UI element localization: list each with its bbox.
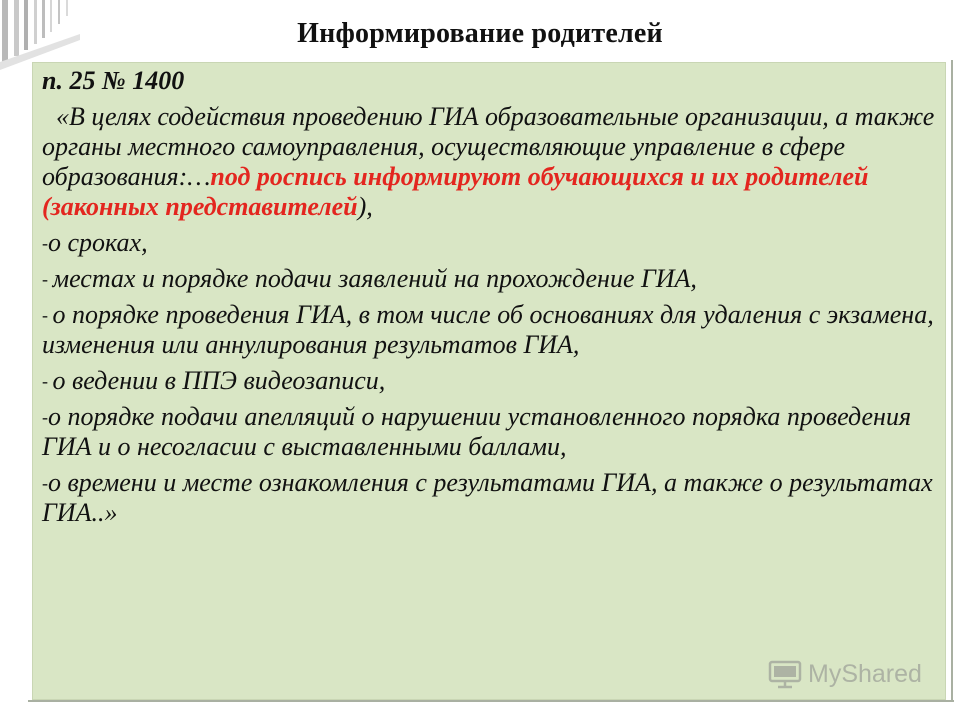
quote-intro: «В целях содействия проведению ГИА образовательные организации, а также органы местного самоуправления, осуществляющие управление в сфере образования:…	[42, 102, 935, 191]
law-reference: п. 25 № 1400	[42, 66, 185, 95]
list-item	[42, 402, 937, 462]
list-dash: -	[42, 233, 48, 253]
watermark-brand: MyShared	[808, 659, 922, 688]
list-item-text: о ведении в ППЭ видеозаписи,	[52, 366, 386, 395]
list-dash: -	[42, 407, 48, 427]
quote-paragraph	[42, 102, 937, 222]
list-item-text: о порядке подачи апелляций о нарушении установленного порядка проведения ГИА и о несогласии с выставленными баллами,	[42, 402, 912, 461]
list-dash: -	[42, 371, 53, 391]
slide-title: Информирование родителей	[297, 18, 663, 49]
watermark	[768, 656, 922, 692]
list-item-text: о порядке проведения ГИА, в том числе об основаниях для удаления с экзамена, изменения или аннулирования результатов ГИА,	[42, 300, 934, 359]
list-item-text: о сроках,	[48, 228, 148, 257]
right-rule	[951, 60, 953, 700]
list-dash: -	[42, 269, 53, 289]
list-item	[42, 366, 937, 396]
slide-body	[42, 66, 937, 534]
list-item	[42, 468, 937, 528]
bottom-rule	[28, 700, 954, 702]
list-item	[42, 300, 937, 360]
list-item	[42, 264, 937, 294]
presentation-board-icon	[768, 659, 802, 689]
list-item	[42, 228, 937, 258]
list-item-text: о времени и месте ознакомления с результатами ГИА, а также о результатах ГИА..»	[42, 468, 933, 527]
list-item-text: местах и порядке подачи заявлений на прохождение ГИА,	[52, 264, 697, 293]
quote-end: ),	[357, 192, 373, 221]
list-dash: -	[42, 305, 53, 325]
list-dash: -	[42, 473, 48, 493]
quote-highlight: под роспись информируют обучающихся и их родителей (законных представителей	[42, 162, 869, 221]
